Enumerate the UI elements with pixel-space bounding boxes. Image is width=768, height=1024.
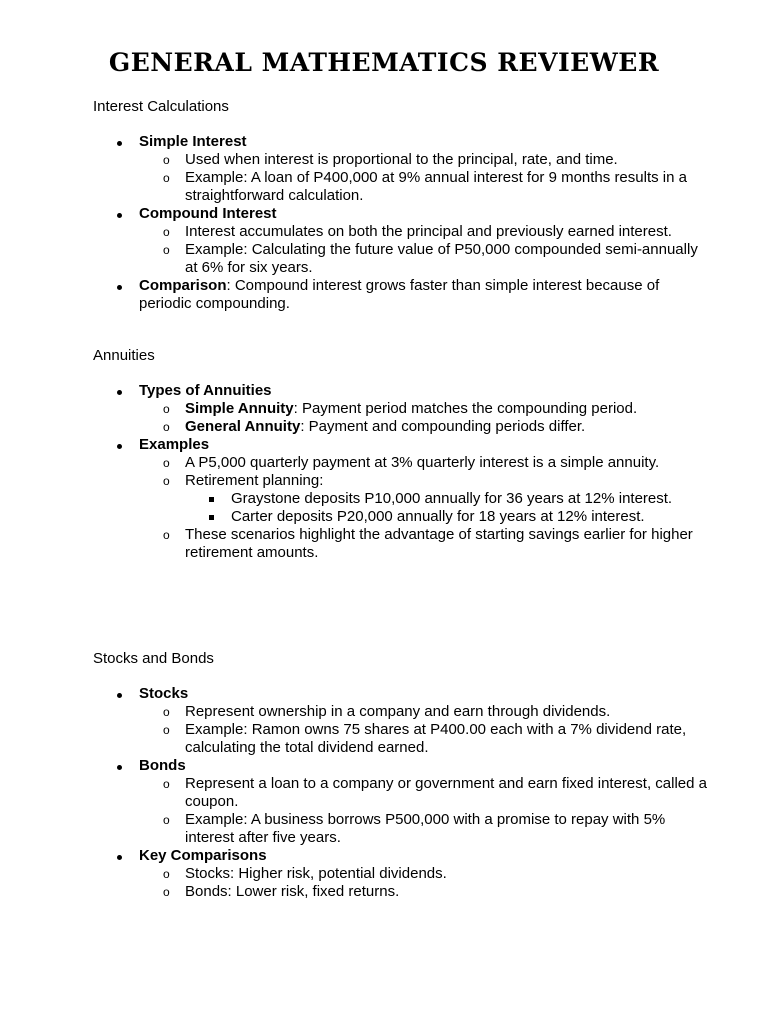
- list-item: o Represent ownership in a company and earn through dividends.: [139, 703, 708, 721]
- list-item: o Example: Calculating the future value of P50,000 compounded semi-annually at 6% for six years.: [139, 241, 708, 277]
- stocks-sublist: [139, 703, 708, 757]
- list-item: o Stocks: Higher risk, potential dividends.: [139, 865, 708, 883]
- compound-interest-sublist: [139, 223, 708, 277]
- compound-interest-label: Compound Interest: [139, 205, 277, 222]
- bonds-label: Bonds: [139, 757, 186, 774]
- list-item: o These scenarios highlight the advantage of starting savings earlier for higher retirement amounts.: [139, 526, 708, 562]
- list-item: o Bonds: Lower risk, fixed returns.: [139, 883, 708, 901]
- list-item-comparison: [0, 277, 768, 313]
- comparison-label: Comparison: [139, 277, 227, 294]
- list-item-general-annuity: [139, 418, 708, 436]
- list-item-simple-interest: [0, 133, 768, 205]
- list-item: o Used when interest is proportional to the principal, rate, and time.: [139, 151, 708, 169]
- section-heading-annuities: Annuities: [93, 347, 155, 364]
- examples-label: Examples: [139, 436, 210, 453]
- simple-annuity-text: : Payment period matches the compounding period.: [293, 400, 638, 417]
- list-item-types-of-annuities: [0, 382, 768, 436]
- simple-interest-label: Simple Interest: [139, 133, 247, 150]
- retirement-planning-label: Retirement planning:: [185, 472, 324, 489]
- general-annuity-label: General Annuity: [185, 418, 301, 435]
- list-item: o Example: Ramon owns 75 shares at P400.00 each with a 7% dividend rate, calculating the total dividend earned.: [139, 721, 708, 757]
- types-sublist: [139, 400, 708, 436]
- interest-list: [0, 133, 768, 313]
- list-item: o Example: A business borrows P500,000 with a promise to repay with 5% interest after five years.: [139, 811, 708, 847]
- comparison-text: : Compound interest grows faster than simple interest because of periodic compounding.: [139, 277, 660, 312]
- key-comparisons-label: Key Comparisons: [139, 847, 267, 864]
- key-comparisons-sublist: [139, 865, 708, 901]
- simple-interest-sublist: [139, 151, 708, 205]
- list-item: o A P5,000 quarterly payment at 3% quarterly interest is a simple annuity.: [139, 454, 708, 472]
- list-item-retirement-planning: [139, 472, 708, 526]
- list-item: Graystone deposits P10,000 annually for 36 years at 12% interest.: [185, 490, 708, 508]
- list-item: o Interest accumulates on both the principal and previously earned interest.: [139, 223, 708, 241]
- list-item-examples: [0, 436, 768, 562]
- stocks-bonds-list: [0, 685, 768, 901]
- simple-annuity-label: Simple Annuity: [185, 400, 294, 417]
- annuities-list: [0, 382, 768, 562]
- list-item: o Example: A loan of P400,000 at 9% annual interest for 9 months results in a straightforward calculation.: [139, 169, 708, 205]
- types-of-annuities-label: Types of Annuities: [139, 382, 272, 399]
- bonds-sublist: [139, 775, 708, 847]
- page-title: GENERAL MATHEMATICS REVIEWER: [108, 48, 660, 77]
- list-item-compound-interest: [0, 205, 768, 277]
- list-item-simple-annuity: [139, 400, 708, 418]
- list-item: o Represent a loan to a company or government and earn fixed interest, called a coupon.: [139, 775, 708, 811]
- examples-sublist: [139, 454, 708, 562]
- section-heading-interest: Interest Calculations: [93, 98, 229, 115]
- stocks-label: Stocks: [139, 685, 189, 702]
- list-item-bonds: [0, 757, 768, 847]
- list-item-stocks: [0, 685, 768, 757]
- list-item-key-comparisons: [0, 847, 768, 901]
- retirement-sublist: [185, 490, 708, 526]
- general-annuity-text: : Payment and compounding periods differ.: [300, 418, 586, 435]
- list-item: Carter deposits P20,000 annually for 18 years at 12% interest.: [185, 508, 708, 526]
- section-heading-stocks-bonds: Stocks and Bonds: [93, 650, 214, 667]
